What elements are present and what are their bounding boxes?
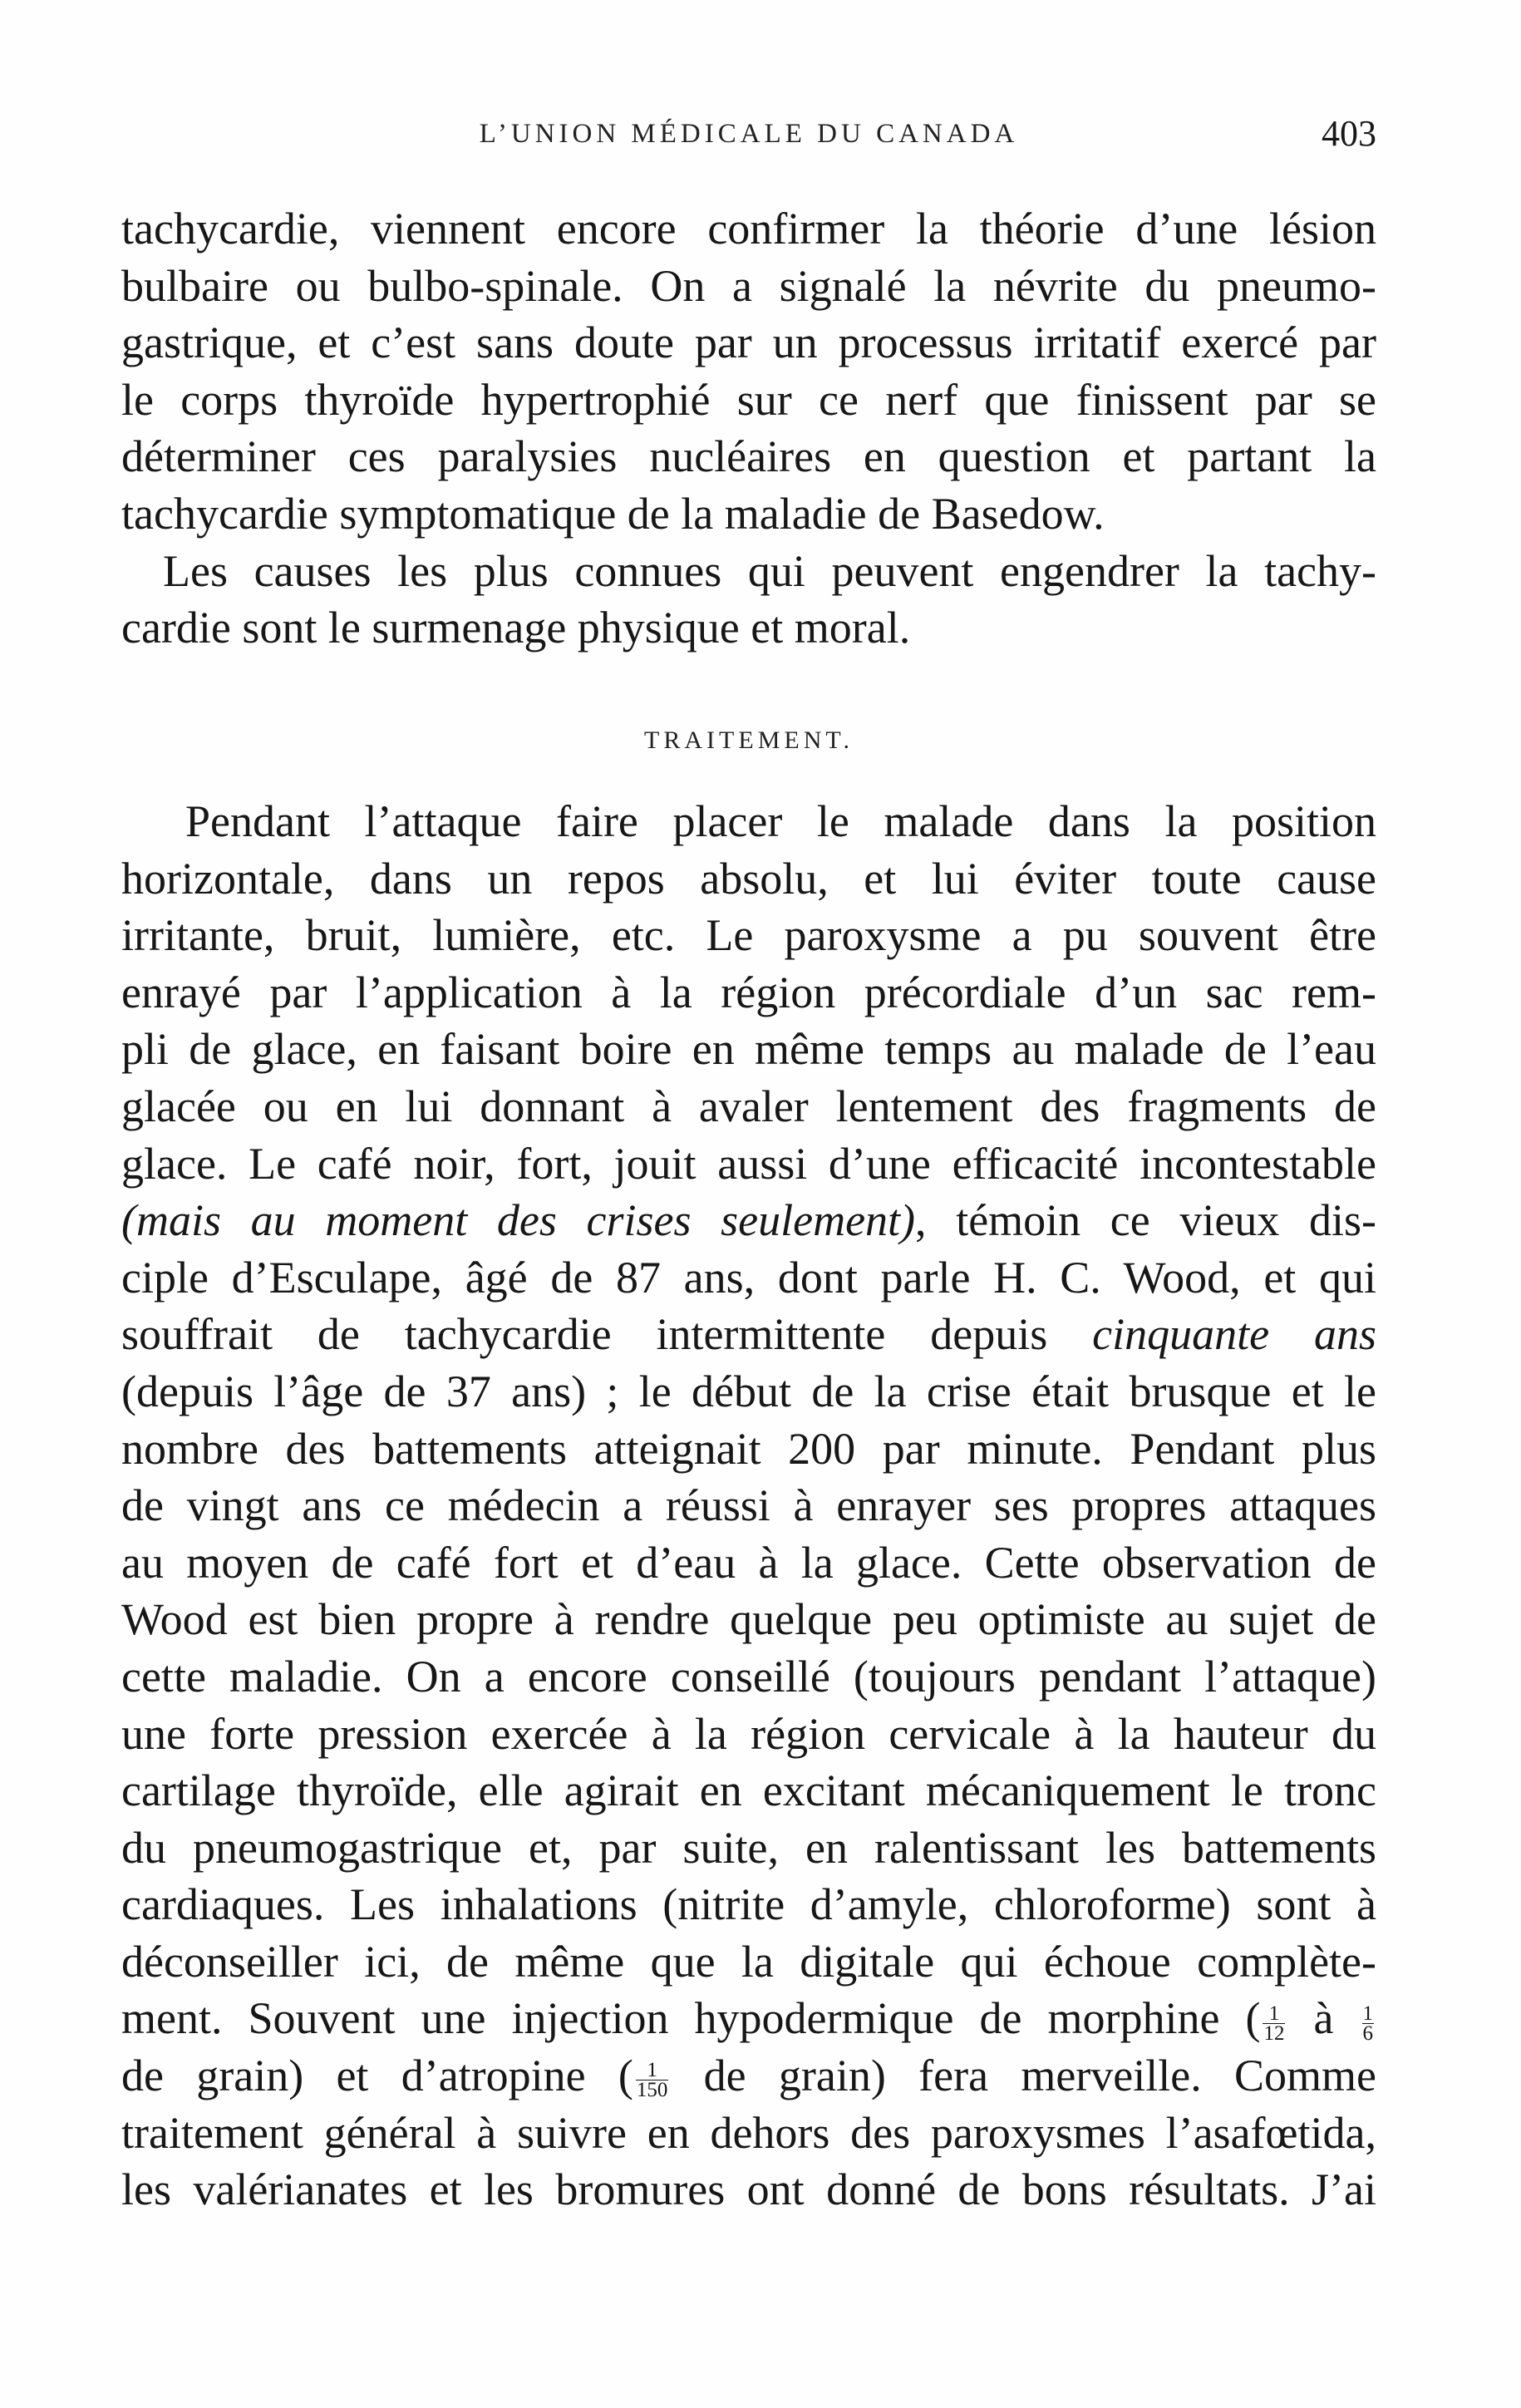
text-segment: nombre des battements atteignait 200 par minute. Pendant plus xyxy=(121,1423,1376,1474)
fraction-denominator: 6 xyxy=(1362,2021,1373,2045)
paragraph xyxy=(121,200,1376,543)
section-heading: TRAITEMENT. xyxy=(644,726,854,754)
text-segment: déterminer ces paralysies nucléaires en question et partant la xyxy=(121,431,1376,482)
fraction xyxy=(1260,2004,1287,2043)
text-segment: souffrait de tachycardie intermittente depuis xyxy=(121,1309,1093,1360)
text-segment: de grain) et d’atropine ( xyxy=(121,2051,633,2101)
text-line xyxy=(121,1706,1376,1763)
text-line xyxy=(121,314,1376,372)
text-segment: bulbaire ou bulbo-spinale. On a signalé la névrite du pneumo- xyxy=(121,260,1376,311)
running-head-title: L’UNION MÉDICALE DU CANADA xyxy=(479,119,1019,149)
italic-text-segment: cinquante ans xyxy=(1092,1309,1376,1360)
text-line xyxy=(121,1534,1376,1592)
text-segment: tachycardie, viennent encore confirmer la théorie d’une lésion xyxy=(121,204,1376,254)
text-segment: Pendant l’attaque faire placer le malade dans la position xyxy=(185,796,1376,846)
text-line xyxy=(121,485,1376,543)
text-segment: irritante, bruit, lumière, etc. Le paroxysme a pu souvent être xyxy=(121,910,1376,961)
text-line xyxy=(121,372,1376,429)
text-line xyxy=(121,1591,1376,1648)
text-segment: cardie sont le surmenage physique et moral. xyxy=(121,603,911,653)
text-line xyxy=(121,1648,1376,1706)
text-segment: déconseiller ici, de même que la digitale qui échoue complète- xyxy=(121,1936,1376,1987)
text-line xyxy=(121,2105,1376,2162)
text-segment: pli de glace, en faisant boire en même temps au malade de l’eau xyxy=(121,1024,1376,1075)
text-segment: gastrique, et c’est sans doute par un processus irritatif exercé par xyxy=(121,318,1376,368)
text-segment: tachycardie symptomatique de la maladie de Basedow. xyxy=(121,488,1105,539)
text-segment: ment. Souvent une injection hypodermique de morphine ( xyxy=(121,1993,1261,2044)
text-segment: cartilage thyroïde, elle agirait en excitant mécaniquement le tronc xyxy=(121,1765,1376,1816)
text-line xyxy=(121,1135,1376,1193)
body-text-top xyxy=(121,200,1376,657)
fraction xyxy=(633,2061,672,2100)
italic-text-segment: (mais au moment des crises seulement) xyxy=(121,1195,916,1246)
text-line xyxy=(121,599,1376,657)
text-line xyxy=(121,258,1376,315)
text-segment: horizontale, dans un repos absolu, et lui éviter toute cause xyxy=(121,853,1376,904)
text-segment: du pneumogastrique et, par suite, en ralentissant les battements xyxy=(121,1822,1376,1873)
text-line xyxy=(121,907,1376,964)
text-segment: cardiaques. Les inhalations (nitrite d’amyle, chloroforme) sont à xyxy=(121,1879,1376,1930)
text-line xyxy=(121,1762,1376,1820)
text-line xyxy=(121,1933,1376,1991)
text-segment: traitement général à suivre en dehors des paroxysmes l’asafœtida, xyxy=(121,2107,1376,2158)
text-line xyxy=(121,1990,1376,2047)
fraction xyxy=(1360,2004,1377,2043)
fraction-denominator: 150 xyxy=(636,2079,668,2102)
text-line xyxy=(121,1477,1376,1534)
text-line xyxy=(121,200,1376,258)
body-text-bottom xyxy=(121,793,1376,2218)
text-line xyxy=(121,543,1376,600)
text-segment: au moyen de café fort et d’eau à la glace. Cette observation de xyxy=(121,1537,1376,1588)
text-line xyxy=(121,1021,1376,1078)
text-line xyxy=(121,428,1376,485)
text-segment: , témoin ce vieux dis- xyxy=(915,1195,1376,1246)
text-segment: Les causes les plus connues qui peuvent engendrer la tachy- xyxy=(163,545,1376,596)
paragraph xyxy=(121,543,1376,657)
text-segment: de grain) fera merveille. Comme xyxy=(671,2051,1376,2101)
fraction-numerator: 1 xyxy=(1362,2002,1373,2025)
text-segment: les valérianates et les bromures ont donné de bons résultats. J’ai xyxy=(121,2164,1376,2215)
text-line xyxy=(121,850,1376,908)
text-segment: le corps thyroïde hypertrophié sur ce nerf que finissent par se xyxy=(121,374,1376,425)
fraction-numerator: 1 xyxy=(636,2061,669,2081)
text-segment: de vingt ans ce médecin a réussi à enrayer ses propres attaques xyxy=(121,1480,1376,1531)
fraction-denominator: 12 xyxy=(1263,2021,1285,2045)
text-segment: ciple d’Esculape, âgé de 87 ans, dont parle H. C. Wood, et qui xyxy=(121,1252,1376,1302)
text-line xyxy=(121,1249,1376,1307)
text-line xyxy=(121,1876,1376,1933)
fraction-numerator: 1 xyxy=(1263,2004,1285,2024)
text-line xyxy=(121,793,1376,850)
text-segment: une forte pression exercée à la région cervicale à la hauteur du xyxy=(121,1708,1376,1759)
text-segment: (depuis l’âge de 37 ans) ; le début de la crise était brusque et le xyxy=(121,1366,1376,1416)
text-segment: glacée ou en lui donnant à avaler lentement des fragments de xyxy=(121,1081,1376,1131)
paragraph xyxy=(121,793,1376,2218)
page-number: 403 xyxy=(1322,113,1376,154)
text-segment: cette maladie. On a encore conseillé (toujours pendant l’attaque) xyxy=(121,1651,1376,1701)
text-line xyxy=(121,1306,1376,1363)
text-segment: Wood est bien propre à rendre quelque peu optimiste au sujet de xyxy=(121,1594,1376,1645)
text-segment: enrayé par l’application à la région précordiale d’un sac rem- xyxy=(121,967,1376,1017)
text-segment: glace. Le café noir, fort, jouit aussi d’une efficacité incontestable xyxy=(121,1138,1376,1189)
text-segment: à xyxy=(1287,1993,1360,2044)
text-line xyxy=(121,1421,1376,1478)
text-line xyxy=(121,964,1376,1022)
text-line xyxy=(121,1363,1376,1421)
text-line xyxy=(121,1078,1376,1135)
text-line xyxy=(121,1820,1376,1877)
text-line xyxy=(121,2047,1376,2105)
text-line xyxy=(121,1192,1376,1249)
running-head xyxy=(121,113,1376,155)
text-line xyxy=(121,2161,1376,2218)
